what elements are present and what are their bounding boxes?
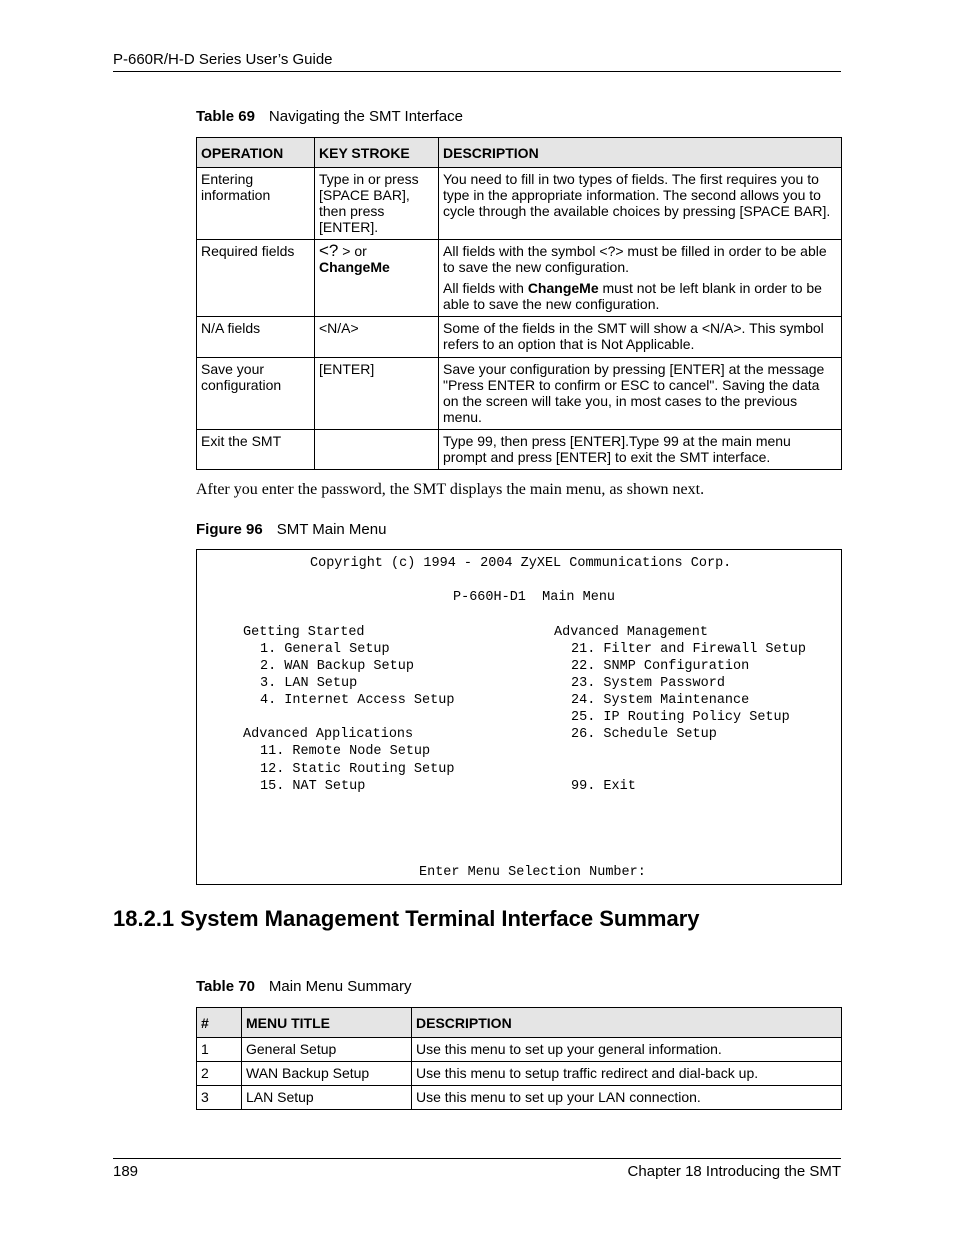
copyright-line: Copyright (c) 1994 - 2004 ZyXEL Communications Corp. bbox=[310, 556, 732, 571]
column-header-description: DESCRIPTION bbox=[439, 138, 842, 168]
keystroke-or: > or bbox=[338, 243, 367, 259]
menu-item: 11. Remote Node Setup bbox=[260, 744, 431, 759]
menu-title-cell: LAN Setup bbox=[242, 1086, 412, 1110]
menu-group-heading: Getting Started bbox=[243, 625, 365, 640]
section-heading: 18.2.1 System Management Terminal Interface Summary bbox=[113, 906, 700, 931]
table-69-caption bbox=[196, 108, 463, 125]
table-row bbox=[197, 1062, 842, 1086]
description-paragraph: All fields with the symbol <?> must be filled in order to be able to save the new configuration. bbox=[443, 243, 827, 275]
table-row bbox=[197, 358, 842, 430]
table-number: Table 69 bbox=[196, 108, 255, 125]
column-header-menu-title: MENU TITLE bbox=[242, 1008, 412, 1038]
description-cell: Use this menu to set up your general information. bbox=[412, 1038, 842, 1062]
keystroke-cell: [ENTER] bbox=[315, 358, 439, 430]
required-symbol: <? bbox=[319, 241, 339, 260]
description-cell: Use this menu to setup traffic redirect and dial-back up. bbox=[412, 1062, 842, 1086]
table-row bbox=[197, 317, 842, 358]
menu-group-heading: Advanced Applications bbox=[243, 727, 414, 742]
figure-title: SMT Main Menu bbox=[276, 521, 387, 538]
figure-96-caption bbox=[196, 521, 386, 538]
chapter-title: Chapter 18 Introducing the SMT bbox=[627, 1163, 841, 1180]
menu-item: 21. Filter and Firewall Setup bbox=[571, 642, 806, 657]
main-menu-summary-table bbox=[196, 1007, 842, 1110]
number-cell: 2 bbox=[197, 1062, 242, 1086]
menu-item: 25. IP Routing Policy Setup bbox=[571, 710, 790, 725]
table-row bbox=[197, 430, 842, 470]
table-row bbox=[197, 1038, 842, 1062]
menu-item: 2. WAN Backup Setup bbox=[260, 659, 414, 674]
figure-number: Figure 96 bbox=[196, 521, 263, 538]
table-header-row bbox=[197, 1008, 842, 1038]
exit-menu-item: 99. Exit bbox=[571, 779, 636, 794]
table-70-caption bbox=[196, 978, 411, 995]
operation-cell: Exit the SMT bbox=[197, 430, 315, 470]
menu-item: 26. Schedule Setup bbox=[571, 727, 717, 742]
changeme-keyword: ChangeMe bbox=[527, 280, 599, 296]
description-cell: Use this menu to set up your LAN connection. bbox=[412, 1086, 842, 1110]
description-cell: Some of the fields in the SMT will show a <N/A>. This symbol refers to an option that is Not Applicable. bbox=[439, 317, 842, 358]
keystroke-cell bbox=[315, 430, 439, 470]
operation-cell: Required fields bbox=[197, 240, 315, 317]
description-text: must not be left blank in order to be able to save the new configuration. bbox=[443, 280, 822, 312]
menu-item: 4. Internet Access Setup bbox=[260, 693, 455, 708]
navigation-table bbox=[196, 137, 842, 470]
document-title: P-660R/H-D Series User’s Guide bbox=[113, 51, 333, 68]
menu-item: 15. NAT Setup bbox=[260, 779, 366, 794]
table-row bbox=[197, 168, 842, 240]
page-number: 189 bbox=[113, 1163, 139, 1180]
body-paragraph: After you enter the password, the SMT displays the main menu, as shown next. bbox=[196, 481, 705, 498]
description-paragraph bbox=[443, 280, 837, 312]
changeme-keyword: ChangeMe bbox=[319, 259, 390, 275]
column-header-number: # bbox=[197, 1008, 242, 1038]
column-header-keystroke: KEY STROKE bbox=[315, 138, 439, 168]
menu-title: P-660H-D1 Main Menu bbox=[453, 590, 616, 605]
table-header-row bbox=[197, 138, 842, 168]
page-header bbox=[113, 51, 841, 72]
menu-group-heading: Advanced Management bbox=[554, 625, 708, 640]
keystroke-cell: <N/A> bbox=[315, 317, 439, 358]
description-cell: Type 99, then press [ENTER].Type 99 at the main menu prompt and press [ENTER] to exit the SMT interface. bbox=[439, 430, 842, 470]
description-cell: Save your configuration by pressing [ENTER] at the message "Press ENTER to confirm or ESC to cancel". Saving the data on the screen will take you, in most cases to the previous menu. bbox=[439, 358, 842, 430]
selection-prompt: Enter Menu Selection Number: bbox=[419, 865, 646, 880]
operation-cell: Save your configuration bbox=[197, 358, 315, 430]
keystroke-cell: Type in or press [SPACE BAR], then press [ENTER]. bbox=[315, 168, 439, 240]
menu-item: 1. General Setup bbox=[260, 642, 390, 657]
menu-item: 3. LAN Setup bbox=[260, 676, 358, 691]
description-text: All fields with bbox=[443, 280, 528, 296]
operation-cell: N/A fields bbox=[197, 317, 315, 358]
operation-cell: Entering information bbox=[197, 168, 315, 240]
column-header-description: DESCRIPTION bbox=[412, 1008, 842, 1038]
menu-title-cell: General Setup bbox=[242, 1038, 412, 1062]
table-row bbox=[197, 1086, 842, 1110]
table-title: Navigating the SMT Interface bbox=[268, 108, 463, 125]
menu-item: 24. System Maintenance bbox=[571, 693, 750, 708]
menu-title-cell: WAN Backup Setup bbox=[242, 1062, 412, 1086]
table-title: Main Menu Summary bbox=[268, 978, 412, 995]
description-cell bbox=[439, 240, 842, 317]
column-header-operation: OPERATION bbox=[197, 138, 315, 168]
number-cell: 1 bbox=[197, 1038, 242, 1062]
keystroke-cell bbox=[315, 240, 439, 317]
table-number: Table 70 bbox=[196, 978, 255, 995]
page-footer bbox=[113, 1158, 841, 1180]
description-cell: You need to fill in two types of fields. The first requires you to type in the appropriate information. The second allows you to cycle through the available choices by pressing [SPACE BAR]. bbox=[439, 168, 842, 240]
menu-item: 12. Static Routing Setup bbox=[260, 762, 455, 777]
smt-main-menu-screen bbox=[196, 549, 842, 885]
number-cell: 3 bbox=[197, 1086, 242, 1110]
menu-item: 23. System Password bbox=[571, 676, 725, 691]
table-row bbox=[197, 240, 842, 317]
menu-item: 22. SNMP Configuration bbox=[571, 659, 750, 674]
